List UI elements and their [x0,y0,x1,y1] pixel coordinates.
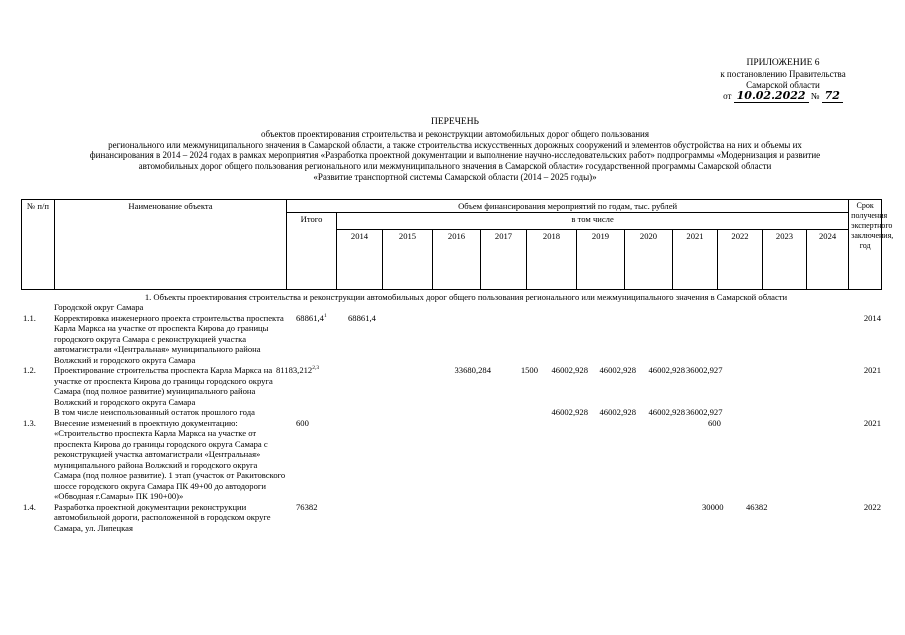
row-value-2016: 33680,284 [454,365,491,376]
row-total: 81183,212$^{2,3}$ [276,365,320,376]
header-year: 2014 [337,230,383,290]
row-number: 1.3. [23,417,36,428]
row-name: Разработка проектной документации реконструкции автомобильной дороги, расположенной в городском округе Самара, ул. Липецкая [54,501,271,533]
table-body [21,292,881,533]
footnote-mark: 2,3 [312,365,320,372]
subtitle-line: автомобильных дорог общего пользования регионального или межмуниципального значения в Самарской области» государственной программы Самарской области [138,161,772,172]
section-heading: 1. Объекты проектирования строительства и реконструкции автомобильных дорог общего пользования регионального или межмуниципального значения в Самарской области [144,292,788,302]
appendix-line2: Самарской области [746,79,820,90]
subrow-value-2018: 46002,928 [551,407,588,418]
table-row [21,313,881,365]
subrow-value-2020: 46002,928 [648,407,685,418]
subtitle-line: объектов проектирования строительства и реконструкции автомобильных дорог общего пользования [260,129,649,140]
header-year: 2023 [763,230,807,290]
table-subrow [21,407,881,417]
header-year: 2018 [527,230,577,290]
appendix-block [693,58,873,103]
header-srok: Срок получения экспертного заключения, год [849,200,882,290]
row-srok: 2021 [863,417,881,428]
row-value-2019: 46002,928 [599,365,636,376]
header-year: 2022 [718,230,763,290]
header-year: 2024 [807,230,849,290]
header-num: № п/п [22,200,55,290]
row-number: 1.2. [23,365,36,376]
row-total: 76382 [296,501,318,512]
row-total: 68861,4$^1$ [296,312,327,323]
header-year: 2016 [433,230,481,290]
subsection-heading: Городской округ Самара [54,302,144,313]
subrow-name: В том числе неиспользованный остаток прошлого года [54,407,255,418]
row-name: Проектирование строительства проспекта Карла Маркса на участке от проспекта Кирова до границы городского округа Самара (под полное развитие) муниципального района Волжский и городского округа Самара [54,365,273,407]
subtitle-line: регионального или межмуниципального значения в Самарской области, а также строительства искусственных дорожных сооружений и элементов обустройства на них и объемы их [108,139,802,150]
row-value-2018: 46002,928 [551,365,588,376]
handwritten-number: 72 [822,89,843,103]
row-srok: 2021 [863,365,881,376]
appendix-line1: к постановлению Правительства [720,69,846,80]
row-value-2014: 68861,4 [348,312,376,323]
row-value-2022: 46382 [746,501,768,512]
row-name: Корректировка инженерного проекта строительства проспекта Карла Маркса на участке от проспекта Кирова до границы городского округа Самара с реконструкцией участка автомагистрали «Центральная» муниципального района Волжский и городского округа Самара [54,312,284,365]
row-value-2021: 36002,927 [686,365,723,376]
footnote-mark: 1 [323,313,327,320]
number-prefix: № [810,91,820,102]
header-funding: Объем финансирования мероприятий по годам, тыс. рублей [287,200,849,213]
header-year: 2019 [577,230,625,290]
table-row [21,365,881,407]
table-row [21,418,881,502]
header-year: 2020 [625,230,673,290]
document-title-block [40,117,870,182]
appendix-title: ПРИЛОЖЕНИЕ 6 [746,58,820,68]
header-including: в том числе [337,213,849,230]
table-header [21,199,894,290]
row-number: 1.4. [23,501,36,512]
header-name: Наименование объекта [55,200,287,290]
document-title: ПЕРЕЧЕНЬ [430,117,480,127]
row-value-2020: 46002,928 [648,365,685,376]
subrow-value-2019: 46002,928 [599,407,636,418]
row-number: 1.1. [23,312,36,323]
header-total: Итого [287,213,337,290]
row-total: 600 [296,417,309,428]
table-row [21,502,881,533]
header-year: 2017 [481,230,527,290]
subtitle-line: «Развитие транспортной системы Самарской области (2014 – 2025 годы)» [313,171,597,182]
row-value-2021: 30000 [702,501,724,512]
row-srok: 2022 [863,501,881,512]
row-name: Внесение изменений в проектную документацию: «Строительство проспекта Карла Маркса на участке от проспекта Кирова до границы городского округа Самара с реконструкцией участка автомагистрали «Центральная» муниципального района Волжский и городского округа Самара (под полное развитие). 1 этап (участок от Ракитовского шоссе городского округа Самара ПК 49+00 до автодороги «Обводная г.Самары» ПК 190+00)» [54,417,286,502]
appendix-date-line [693,90,873,103]
subrow-value-2021: 36002,927 [686,407,723,418]
row-value-2017: 1500 [520,365,538,376]
row-value-2021: 600 [708,417,721,428]
header-year: 2021 [673,230,718,290]
subtitle-line: финансирования в 2014 – 2024 годах в рамках мероприятия «Разработка проектной документации и выполнение научно-исследовательских работ» подпрограммы «Модернизация и развитие [89,150,821,161]
date-prefix: от [723,91,732,102]
handwritten-date: 10.02.2022 [734,89,809,103]
header-year: 2015 [383,230,433,290]
row-srok: 2014 [863,312,881,323]
